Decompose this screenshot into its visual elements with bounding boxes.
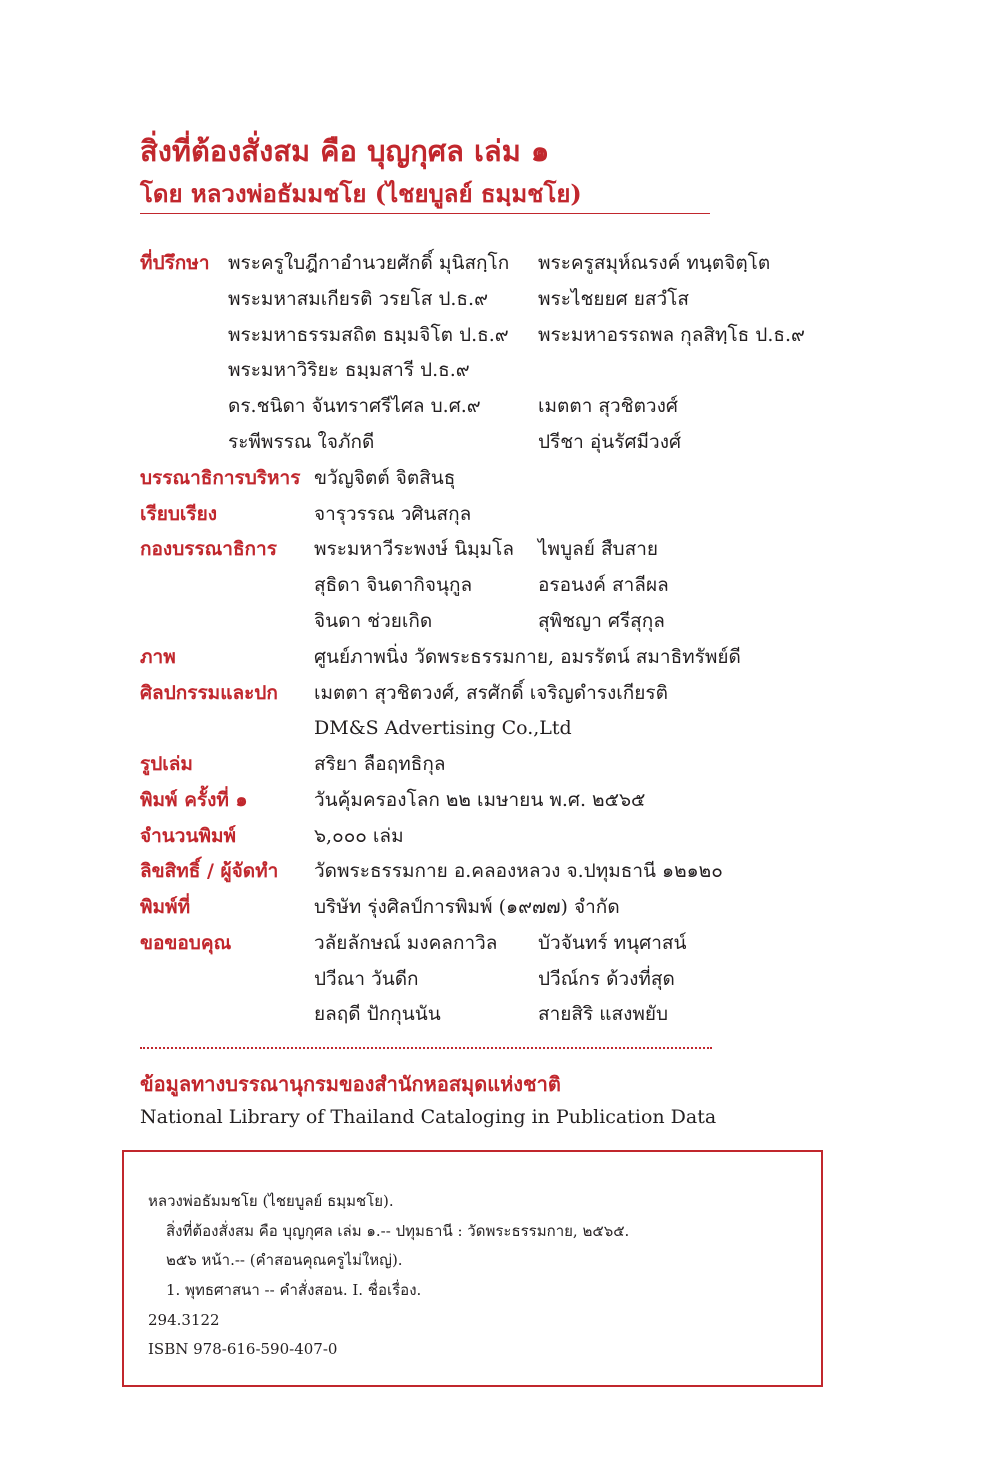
credit-label: พิมพ์ ครั้งที่ ๑ (140, 789, 248, 811)
credit-name: พระมหาวีระพงษ์ นิมฺมโล (314, 538, 514, 560)
credit-label: เรียบเรียง (140, 503, 218, 525)
credit-name: บริษัท รุ่งศิลป์การพิมพ์ (๑๙๗๗) จำกัด (314, 896, 620, 918)
credit-name: วันคุ้มครองโลก ๒๒ เมษายน พ.ศ. ๒๕๖๕ (314, 789, 646, 811)
cip-heading-thai: ข้อมูลทางบรรณานุกรมของสำนักหอสมุดแห่งชาติ (140, 1072, 561, 1096)
credit-name: ปวีณา วันดีก (314, 968, 419, 990)
credit-name: จินดา ช่วยเกิด (314, 610, 433, 632)
credit-name: สายสิริ แสงพยับ (538, 1003, 669, 1025)
cip-pages-line: ๒๕๖ หน้า.-- (คำสอนคุณครูไม่ใหญ่). (166, 1251, 403, 1269)
credit-label: บรรณาธิการบริหาร (140, 467, 301, 489)
book-title: สิ่งที่ต้องสั่งสม คือ บุญกุศล เล่ม ๑ (140, 134, 550, 168)
credit-name: ดร.ชนิดา จันทราศรีไศล บ.ศ.๙ (228, 395, 481, 417)
credit-name: ศูนย์ภาพนิ่ง วัดพระธรรมกาย, อมรรัตน์ สมาธิทรัพย์ดี (314, 646, 741, 668)
credit-label: ภาพ (140, 646, 176, 668)
credit-name: สุพิชญา ศรีสุกุล (538, 610, 665, 632)
credit-name: อรอนงค์ สาลีผล (538, 574, 669, 596)
credit-name: พระมหาสมเกียรติ วรยโส ป.ธ.๙ (228, 288, 488, 310)
credit-name: วัดพระธรรมกาย อ.คลองหลวง จ.ปทุมธานี ๑๒๑๒๐ (314, 860, 723, 882)
credit-name: ๖,๐๐๐ เล่ม (314, 825, 404, 847)
cip-subject-line: 1. พุทธศาสนา -- คำสั่งสอน. I. ชื่อเรื่อง. (166, 1281, 422, 1299)
cip-author-line: หลวงพ่อธัมมชโย (ไชยบูลย์ ธมฺมชโย). (148, 1192, 394, 1210)
credit-name: จารุวรรณ วศินสกุล (314, 503, 472, 525)
credit-name: สุธิดา จินดากิจนุกูล (314, 574, 473, 596)
cip-classification: 294.3122 (148, 1311, 220, 1329)
credit-label: พิมพ์ที่ (140, 896, 191, 918)
credit-name: พระครูใบฎีกาอำนวยศักดิ์ มุนิสกฺโก (228, 252, 510, 274)
credit-name: ไพบูลย์ สืบสาย (538, 538, 659, 560)
credit-name: ยลฤดี ปักกุนนัน (314, 1003, 441, 1025)
credit-name: พระมหาอรรถพล กุลสิทฺโธ ป.ธ.๙ (538, 324, 805, 346)
credit-name: ปรีชา อุ่นรัศมีวงศ์ (538, 431, 682, 453)
title-divider (140, 213, 710, 214)
cip-isbn: ISBN 978-616-590-407-0 (148, 1340, 338, 1358)
credit-label: กองบรรณาธิการ (140, 538, 277, 560)
credit-name: บัวจันทร์ ทนุศาสน์ (538, 932, 687, 954)
credit-name: เมตตา สุวชิตวงศ์, สรศักดิ์ เจริญดำรงเกียรติ (314, 682, 668, 704)
credit-label: ขอขอบคุณ (140, 932, 232, 954)
cip-record-box (122, 1150, 823, 1387)
cip-title-line: สิ่งที่ต้องสั่งสม คือ บุญกุศล เล่ม ๑.-- ปทุมธานี : วัดพระธรรมกาย, ๒๕๖๕. (166, 1222, 630, 1240)
dotted-divider (140, 1047, 712, 1049)
credit-name: พระมหาวิริยะ ธมฺมสารี ป.ธ.๙ (228, 359, 470, 381)
credit-name: วลัยลักษณ์ มงคลกาวิล (314, 932, 498, 954)
credit-label: ศิลปกรรมและปก (140, 682, 278, 704)
credit-label: รูปเล่ม (140, 753, 193, 775)
credit-name: พระมหาธรรมสถิต ธมฺมจิโต ป.ธ.๙ (228, 324, 509, 346)
credit-label: ลิขสิทธิ์ / ผู้จัดทำ (140, 860, 279, 882)
credit-label: จำนวนพิมพ์ (140, 825, 237, 847)
book-author: โดย หลวงพ่อธัมมชโย (ไชยบูลย์ ธมฺมชโย) (140, 179, 582, 208)
credit-name: เมตตา สุวชิตวงศ์ (538, 395, 678, 417)
credit-name: พระไชยยศ ยสวํโส (538, 288, 689, 310)
credit-label: ที่ปรึกษา (140, 252, 210, 274)
credit-name: สริยา ลือฤทธิกุล (314, 753, 446, 775)
credit-name: ปวีณ์กร ด้วงที่สุด (538, 968, 675, 990)
credit-name: ระพีพรรณ ใจภักดี (228, 431, 375, 453)
credit-name: พระครูสมุห์ณรงค์ ทนฺตจิตฺโต (538, 252, 771, 274)
cip-heading-english: National Library of Thailand Cataloging in Publication Data (140, 1106, 717, 1128)
credit-name: DM&S Advertising Co.,Ltd (314, 717, 572, 739)
credit-name: ขวัญจิตต์ จิตสินธุ (314, 467, 456, 489)
